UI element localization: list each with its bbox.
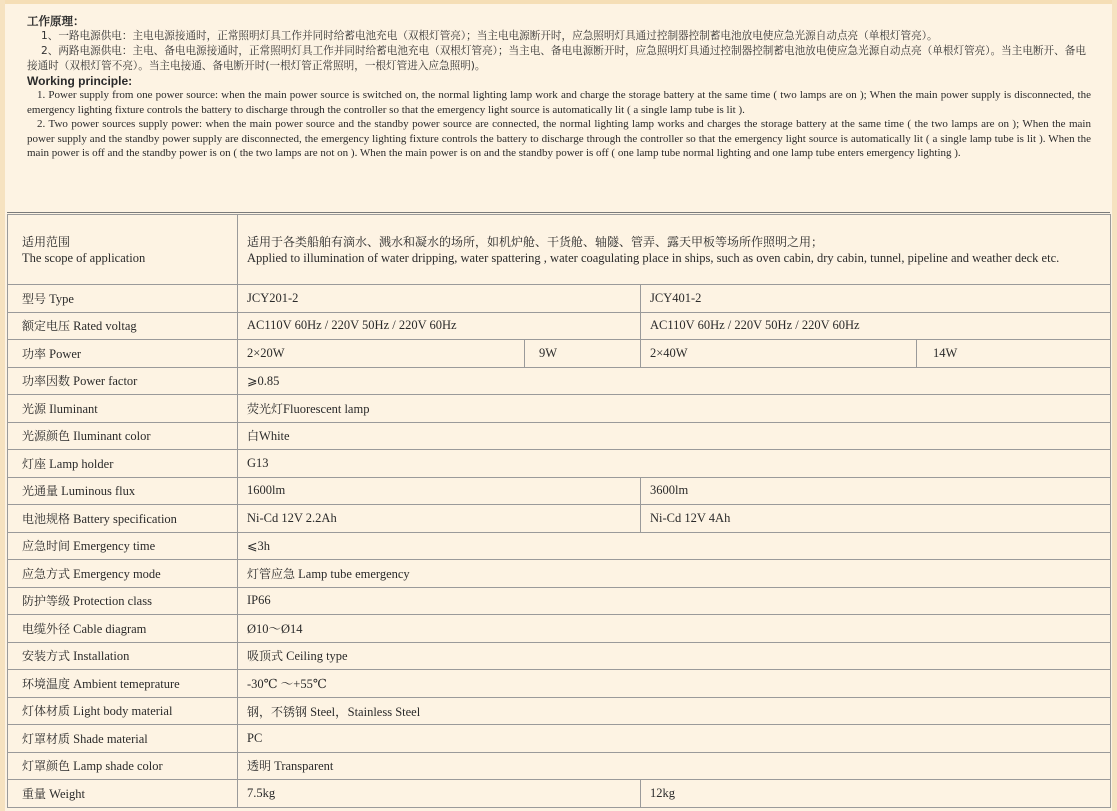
spec-value-power-a1: 2×20W — [238, 340, 525, 368]
spec-row-installation — [8, 642, 1111, 670]
spec-value-flux-a: 1600lm — [238, 477, 641, 505]
spec-label: 光源 Iluminant — [8, 395, 238, 423]
spec-value: G13 — [238, 450, 1111, 478]
spec-row-emergency-mode — [8, 560, 1111, 588]
spec-label: 灯座 Lamp holder — [8, 450, 238, 478]
spec-value-voltage-b: AC110V 60Hz / 220V 50Hz / 220V 60Hz — [641, 312, 1111, 340]
left-edge-band — [0, 0, 5, 811]
spec-label: 额定电压 Rated voltag — [8, 312, 238, 340]
working-principle-heading-cn: 工作原理： — [27, 14, 85, 28]
spec-row-ambient-temperature — [8, 670, 1111, 698]
spec-label: 光源颜色 Iluminant color — [8, 422, 238, 450]
right-edge-band — [1112, 0, 1117, 811]
spec-value-weight-a: 7.5kg — [238, 780, 641, 808]
spec-row-scope — [8, 215, 1111, 285]
spec-value: 白White — [238, 422, 1111, 450]
spec-value: ⩾0.85 — [238, 367, 1111, 395]
spec-value: 透明 Transparent — [238, 752, 1111, 780]
spec-row-protection-class — [8, 587, 1111, 615]
spec-value-voltage-a: AC110V 60Hz / 220V 50Hz / 220V 60Hz — [238, 312, 641, 340]
spec-row-battery — [8, 505, 1111, 533]
spec-value: 吸顶式 Ceiling type — [238, 642, 1111, 670]
working-principle-heading-en: Working principle: — [27, 74, 133, 88]
spec-label: 应急时间 Emergency time — [8, 532, 238, 560]
principle-para2-en: 2. Two power sources supply power: when the main power source and the standby power source are connected, the normal lighting lamp works and charges the storage battery at the same time ( the two lamps are on ); When the main power supply and the standby power supply are disconnected, the emergency lighting fixture controls the battery to discharge through the controller so that the emergency light source is automatically lit ( a single lamp tube is lit ). When the main power is off and the standby power is on ( the two lamps are not on ). When the main power is on and the standby power is off ( one lamp tube normal lighting and one lamp tube enters emergency lighting ). — [27, 118, 1091, 160]
working-principle-section — [27, 14, 1091, 161]
spec-row-shade-material — [8, 725, 1111, 753]
spec-value-weight-b: 12kg — [641, 780, 1111, 808]
spec-row-type — [8, 285, 1111, 313]
spec-label: 功率因数 Power factor — [8, 367, 238, 395]
spec-label: 功率 Power — [8, 340, 238, 368]
spec-row-emergency-time — [8, 532, 1111, 560]
principle-para1-en: 1. Power supply from one power source: when the main power source is switched on, the normal lighting lamp work and charge the storage battery at the same time ( two lamps are on ); When the main power supply is disconnected, the emergency lighting fixture controls the battery to discharge through the controller so that the emergency light source is automatically lit ( a single lamp tube is lit ). — [27, 89, 1091, 116]
principle-para2-cn: 2、两路电源供电：主电、备电电源接通时，正常照明灯具工作并同时给蓄电池充电（双根灯管亮）；当主电、备电电源断开时，应急照明灯具通过控制器控制蓄电池放电使应急光源自动点亮（单根灯管亮）。当主电断开、备电接通时（双根灯管不亮）。当主电接通、备电断开时(一根灯管正常照明，一根灯管进入应急照明)。 — [27, 45, 1086, 72]
spec-value-power-b2: 14W — [917, 340, 1111, 368]
spec-value: PC — [238, 725, 1111, 753]
spec-row-body-material — [8, 697, 1111, 725]
spec-label: 光通量 Luminous flux — [8, 477, 238, 505]
spec-value: 灯管应急 Lamp tube emergency — [238, 560, 1111, 588]
spec-label: 灯体材质 Light body material — [8, 697, 238, 725]
spec-row-weight — [8, 780, 1111, 808]
spec-label: 安装方式 Installation — [8, 642, 238, 670]
spec-label: 防护等级 Protection class — [8, 587, 238, 615]
spec-row-luminous-flux — [8, 477, 1111, 505]
spec-label: 适用范围 The scope of application — [8, 215, 238, 285]
spec-value-battery-b: Ni-Cd 12V 4Ah — [641, 505, 1111, 533]
spec-row-power — [8, 340, 1111, 368]
spec-value: -30℃ ～+55℃ — [238, 670, 1111, 698]
spec-row-lamp-holder — [8, 450, 1111, 478]
spec-row-power-factor — [8, 367, 1111, 395]
spec-value-scope: 适用于各类船舶有滴水、溅水和凝水的场所，如机炉舱、干货舱、轴隧、管弄、露天甲板等场所作照明之用； Applied to illumination of water dripping, water spattering , water coagulating place in ships, such as oven cabin, dry cabin, tunnel, pipeline and weather deck etc. — [238, 215, 1111, 285]
spec-label: 重量 Weight — [8, 780, 238, 808]
specification-table — [7, 214, 1111, 808]
spec-row-illuminant-color — [8, 422, 1111, 450]
spec-value-model-a: JCY201-2 — [238, 285, 641, 313]
spec-row-voltage — [8, 312, 1111, 340]
spec-label: 应急方式 Emergency mode — [8, 560, 238, 588]
principle-para1-cn: 1、一路电源供电：主电电源接通时，正常照明灯具工作并同时给蓄电池充电（双根灯管亮）；当主电电源断开时，应急照明灯具通过控制器控制蓄电池放电使应急光源自动点亮（单根灯管亮）。 — [41, 30, 938, 42]
spec-value: IP66 — [238, 587, 1111, 615]
spec-row-shade-color — [8, 752, 1111, 780]
spec-value-flux-b: 3600lm — [641, 477, 1111, 505]
spec-label: 灯罩颜色 Lamp shade color — [8, 752, 238, 780]
spec-label: 环境温度 Ambient temeprature — [8, 670, 238, 698]
spec-label: 型号 Type — [8, 285, 238, 313]
spec-value-battery-a: Ni-Cd 12V 2.2Ah — [238, 505, 641, 533]
spec-value: Ø10～Ø14 — [238, 615, 1111, 643]
spec-row-cable-diameter — [8, 615, 1111, 643]
spec-value-power-a2: 9W — [525, 340, 641, 368]
spec-label: 电缆外径 Cable diagram — [8, 615, 238, 643]
top-edge-band — [0, 0, 1117, 4]
spec-label: 灯罩材质 Shade material — [8, 725, 238, 753]
spec-value-power-b1: 2×40W — [641, 340, 917, 368]
spec-row-illuminant — [8, 395, 1111, 423]
spec-value: 荧光灯Fluorescent lamp — [238, 395, 1111, 423]
spec-value-model-b: JCY401-2 — [641, 285, 1111, 313]
spec-label: 电池规格 Battery specification — [8, 505, 238, 533]
spec-value: ⩽3h — [238, 532, 1111, 560]
section-divider — [7, 212, 1110, 213]
spec-value: 钢，不锈钢 Steel，Stainless Steel — [238, 697, 1111, 725]
